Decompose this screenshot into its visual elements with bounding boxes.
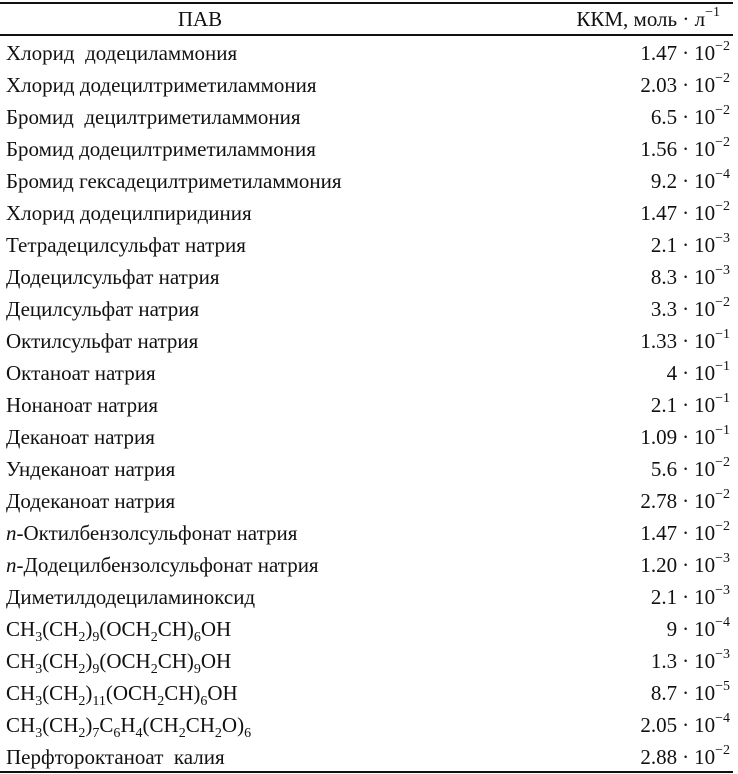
cmc-value <box>640 137 730 162</box>
header-cmc <box>576 7 720 32</box>
formula-subscript: 11 <box>92 694 106 710</box>
cmc-base: 10 <box>694 617 716 641</box>
surfactant-name <box>6 457 175 482</box>
name-text: -Октилбензолсульфонат натрия <box>16 521 298 545</box>
formula-subscript: 2 <box>150 630 158 646</box>
cmc-base: 10 <box>694 649 716 673</box>
formula-part: (CH <box>42 649 79 673</box>
formula-part: CH <box>6 681 36 705</box>
cmc-value <box>651 457 730 482</box>
formula-subscript: 9 <box>193 662 201 678</box>
formula-part: ) <box>85 649 93 673</box>
cmc-exponent: −2 <box>715 135 730 150</box>
cmc-value <box>667 617 730 642</box>
multiply-dot: · <box>682 73 690 97</box>
name-text: Децилсульфат натрия <box>6 297 200 321</box>
formula-subscript: 2 <box>157 694 165 710</box>
table-row <box>0 229 738 261</box>
header-rule <box>0 34 733 36</box>
table-row <box>0 453 738 485</box>
multiply-dot: · <box>682 489 690 513</box>
surfactant-name <box>6 265 220 290</box>
cmc-mantissa: 2.88 <box>640 745 678 769</box>
name-text: Хлорид додециламмония <box>6 41 238 65</box>
cmc-mantissa: 1.09 <box>640 425 678 449</box>
formula-subscript: 2 <box>178 726 186 742</box>
cmc-mantissa: 3.3 <box>650 297 678 321</box>
formula-part: CH <box>6 617 36 641</box>
multiply-dot: · <box>682 137 690 161</box>
surfactant-name <box>6 425 155 450</box>
multiply-dot: · <box>682 233 690 257</box>
cmc-exponent: −3 <box>715 583 730 598</box>
cmc-mantissa: 2.1 <box>650 585 678 609</box>
formula-part: CH) <box>164 681 201 705</box>
cmc-mantissa: 2.78 <box>640 489 678 513</box>
table-row <box>0 325 738 357</box>
name-text: Ундеканоат натрия <box>6 457 176 481</box>
header-surfactant: ПАВ <box>177 7 223 31</box>
cmc-value <box>651 265 730 290</box>
name-text: Додеканоат натрия <box>6 489 176 513</box>
cmc-exponent: −2 <box>715 519 730 534</box>
multiply-dot: · <box>682 361 690 385</box>
name-text: Бромид децилтриметиламмония <box>6 105 301 129</box>
cmc-value <box>640 425 730 450</box>
table-row <box>0 485 738 517</box>
cmc-base: 10 <box>694 201 716 225</box>
cmc-mantissa: 2.03 <box>640 73 678 97</box>
formula-part: (CH <box>142 713 179 737</box>
surfactant-name <box>6 489 175 514</box>
cmc-value <box>651 393 730 418</box>
formula-part: ) <box>85 713 93 737</box>
cmc-mantissa: 1.47 <box>640 41 678 65</box>
formula-part: (OCH <box>99 617 151 641</box>
table-row <box>0 421 738 453</box>
table-row <box>0 293 738 325</box>
formula-part: OH <box>207 681 238 705</box>
table-row <box>0 741 738 773</box>
surfactant-name <box>6 553 319 578</box>
cmc-value <box>651 297 730 322</box>
cmc-value <box>651 681 730 706</box>
cmc-exponent: −2 <box>715 199 730 214</box>
cmc-base: 10 <box>694 233 716 257</box>
cmc-mantissa: 8.7 <box>650 681 678 705</box>
table-bottom-rule <box>0 771 733 773</box>
cmc-value <box>640 201 730 226</box>
multiply-dot: · <box>682 425 690 449</box>
cmc-exponent: −1 <box>715 327 730 342</box>
multiply-dot: · <box>682 201 690 225</box>
surfactant-name <box>6 617 232 646</box>
name-text: Хлорид додецилпиридиния <box>6 201 252 225</box>
formula-part: (CH <box>42 681 79 705</box>
name-prefix: n <box>6 521 17 545</box>
formula-part: CH <box>185 713 215 737</box>
cmc-base: 10 <box>694 137 716 161</box>
header-cmc-text: ККМ, моль · л <box>576 7 706 31</box>
name-text: Хлорид додецилтриметиламмония <box>6 73 317 97</box>
formula-part: OH <box>200 649 232 673</box>
name-text: Деканоат натрия <box>6 425 155 449</box>
multiply-dot: · <box>682 329 690 353</box>
surfactant-name <box>6 681 238 710</box>
cmc-value <box>640 745 730 770</box>
cmc-base: 10 <box>694 329 716 353</box>
cmc-base: 10 <box>694 521 716 545</box>
cmc-value <box>651 585 730 610</box>
formula-part: (OCH <box>105 681 158 705</box>
cmc-base: 10 <box>694 745 716 769</box>
cmc-exponent: −1 <box>715 391 730 406</box>
multiply-dot: · <box>682 713 690 737</box>
formula-subscript: 2 <box>78 694 86 710</box>
cmc-mantissa: 4 <box>666 361 678 385</box>
cmc-base: 10 <box>694 585 716 609</box>
table-row <box>0 709 738 741</box>
cmc-value <box>640 489 730 514</box>
formula-part: CH <box>6 713 36 737</box>
cmc-exponent: −4 <box>715 711 730 726</box>
formula-part: O) <box>221 713 245 737</box>
multiply-dot: · <box>682 617 690 641</box>
table-row <box>0 133 738 165</box>
multiply-dot: · <box>682 521 690 545</box>
cmc-mantissa: 8.3 <box>650 265 678 289</box>
cmc-base: 10 <box>694 169 716 193</box>
name-text: Октилсульфат натрия <box>6 329 199 353</box>
cmc-value <box>640 41 730 66</box>
name-text: Октаноат натрия <box>6 361 156 385</box>
cmc-value <box>651 233 730 258</box>
formula-subscript: 7 <box>92 726 100 742</box>
surfactant-name <box>6 585 255 610</box>
cmc-value <box>640 521 730 546</box>
table-header <box>0 4 738 34</box>
multiply-dot: · <box>682 745 690 769</box>
cmc-exponent: −3 <box>715 231 730 246</box>
cmc-base: 10 <box>694 41 716 65</box>
cmc-mantissa: 9.2 <box>650 169 678 193</box>
formula-subscript: 2 <box>78 662 86 678</box>
cmc-mantissa: 2.1 <box>650 393 678 417</box>
cmc-mantissa: 6.5 <box>650 105 678 129</box>
table-row <box>0 645 738 677</box>
formula-subscript: 3 <box>35 662 43 678</box>
cmc-base: 10 <box>694 713 716 737</box>
cmc-mantissa: 2.1 <box>650 233 678 257</box>
formula-subscript: 6 <box>113 726 121 742</box>
name-text: Нонаноат натрия <box>6 393 159 417</box>
table-row <box>0 69 738 101</box>
formula-part: OH <box>200 617 232 641</box>
name-text: Додецилсульфат натрия <box>6 265 220 289</box>
cmc-mantissa: 1.20 <box>640 553 678 577</box>
cmc-value <box>640 553 730 578</box>
formula-part: (CH <box>42 617 79 641</box>
multiply-dot: · <box>682 297 690 321</box>
multiply-dot: · <box>682 169 690 193</box>
formula-subscript: 6 <box>193 630 201 646</box>
cmc-mantissa: 1.47 <box>640 201 678 225</box>
formula-subscript: 6 <box>200 694 208 710</box>
cmc-exponent: −2 <box>715 71 730 86</box>
cmc-base: 10 <box>694 361 716 385</box>
cmc-base: 10 <box>694 265 716 289</box>
table-row <box>0 677 738 709</box>
cmc-mantissa: 1.47 <box>640 521 678 545</box>
table-row <box>0 581 738 613</box>
cmc-mantissa: 1.56 <box>640 137 678 161</box>
formula-part: C <box>99 713 114 737</box>
cmc-value <box>667 361 730 386</box>
cmc-exponent: −3 <box>715 647 730 662</box>
formula-part: (OCH <box>99 649 151 673</box>
cmc-exponent: −4 <box>715 615 730 630</box>
name-text: Тетрадецилсульфат натрия <box>6 233 246 257</box>
surfactant-name <box>6 521 297 546</box>
table-row <box>0 389 738 421</box>
table-row <box>0 197 738 229</box>
cmc-exponent: −2 <box>715 103 730 118</box>
table-row <box>0 517 738 549</box>
multiply-dot: · <box>682 105 690 129</box>
formula-subscript: 2 <box>78 630 86 646</box>
surfactant-name <box>6 361 156 386</box>
cmc-exponent: −2 <box>715 487 730 502</box>
formula-part: ) <box>85 617 93 641</box>
surfactant-name <box>6 297 199 322</box>
cmc-exponent: −2 <box>715 455 730 470</box>
formula-subscript: 2 <box>78 726 86 742</box>
cmc-base: 10 <box>694 73 716 97</box>
cmc-mantissa: 5.6 <box>650 457 678 481</box>
name-prefix: n <box>6 553 17 577</box>
cmc-base: 10 <box>694 297 716 321</box>
surfactant-name <box>6 713 252 742</box>
cmc-mantissa: 9 <box>666 617 678 641</box>
cmc-mantissa: 2.05 <box>640 713 678 737</box>
formula-subscript: 3 <box>35 630 43 646</box>
formula-subscript: 2 <box>150 662 158 678</box>
surfactant-name <box>6 201 252 226</box>
table-row <box>0 101 738 133</box>
cmc-value <box>640 73 730 98</box>
name-text: Бромид додецилтриметиламмония <box>6 137 316 161</box>
name-text: Перфтороктаноат калия <box>6 745 225 769</box>
surfactant-name <box>6 329 198 354</box>
cmc-base: 10 <box>694 457 716 481</box>
table-row <box>0 549 738 581</box>
header-cmc-exponent: −1 <box>705 5 720 20</box>
cmc-exponent: −2 <box>715 743 730 758</box>
multiply-dot: · <box>682 649 690 673</box>
cmc-mantissa: 1.3 <box>650 649 678 673</box>
cmc-value <box>651 169 730 194</box>
name-text: -Додецилбензолсульфонат натрия <box>16 553 319 577</box>
cmc-exponent: −3 <box>715 551 730 566</box>
cmc-exponent: −4 <box>715 167 730 182</box>
surfactant-name <box>6 169 342 194</box>
formula-subscript: 3 <box>35 726 43 742</box>
formula-part: (CH <box>42 713 79 737</box>
table-row <box>0 37 738 69</box>
cmc-exponent: −2 <box>715 39 730 54</box>
cmc-exponent: −5 <box>715 679 730 694</box>
surfactant-name <box>6 649 232 678</box>
cmc-value <box>640 329 730 354</box>
formula-part: CH) <box>157 649 194 673</box>
formula-part: CH <box>6 649 36 673</box>
cmc-base: 10 <box>694 425 716 449</box>
table-row <box>0 613 738 645</box>
formula-subscript: 3 <box>35 694 43 710</box>
multiply-dot: · <box>682 41 690 65</box>
surfactant-name <box>6 105 301 130</box>
formula-subscript: 9 <box>92 662 100 678</box>
surfactant-name <box>6 233 246 258</box>
surfactant-name <box>6 745 225 770</box>
multiply-dot: · <box>682 457 690 481</box>
cmc-base: 10 <box>694 553 716 577</box>
formula-part: H <box>120 713 136 737</box>
cmc-base: 10 <box>694 681 716 705</box>
surfactant-name <box>6 137 316 162</box>
cmc-base: 10 <box>694 489 716 513</box>
formula-part: CH) <box>157 617 194 641</box>
multiply-dot: · <box>682 681 690 705</box>
cmc-exponent: −2 <box>715 295 730 310</box>
formula-part: ) <box>85 681 93 705</box>
cmc-exponent: −3 <box>715 263 730 278</box>
name-text: Диметилдодециламиноксид <box>6 585 256 609</box>
surfactant-name <box>6 73 317 98</box>
surfactant-name <box>6 393 158 418</box>
cmc-base: 10 <box>694 105 716 129</box>
table-row <box>0 165 738 197</box>
table-row <box>0 357 738 389</box>
name-text: Бромид гексадецилтриметиламмония <box>6 169 342 193</box>
cmc-mantissa: 1.33 <box>640 329 678 353</box>
formula-subscript: 9 <box>92 630 100 646</box>
formula-subscript: 4 <box>135 726 143 742</box>
cmc-value <box>651 105 730 130</box>
cmc-base: 10 <box>694 393 716 417</box>
formula-subscript: 2 <box>214 726 222 742</box>
cmc-exponent: −1 <box>715 423 730 438</box>
cmc-value <box>640 713 730 738</box>
surfactant-name <box>6 41 237 66</box>
multiply-dot: · <box>682 553 690 577</box>
cmc-value <box>651 649 730 674</box>
cmc-exponent: −1 <box>715 359 730 374</box>
formula-subscript: 6 <box>244 726 252 742</box>
multiply-dot: · <box>682 393 690 417</box>
multiply-dot: · <box>682 585 690 609</box>
multiply-dot: · <box>682 265 690 289</box>
table-row <box>0 261 738 293</box>
